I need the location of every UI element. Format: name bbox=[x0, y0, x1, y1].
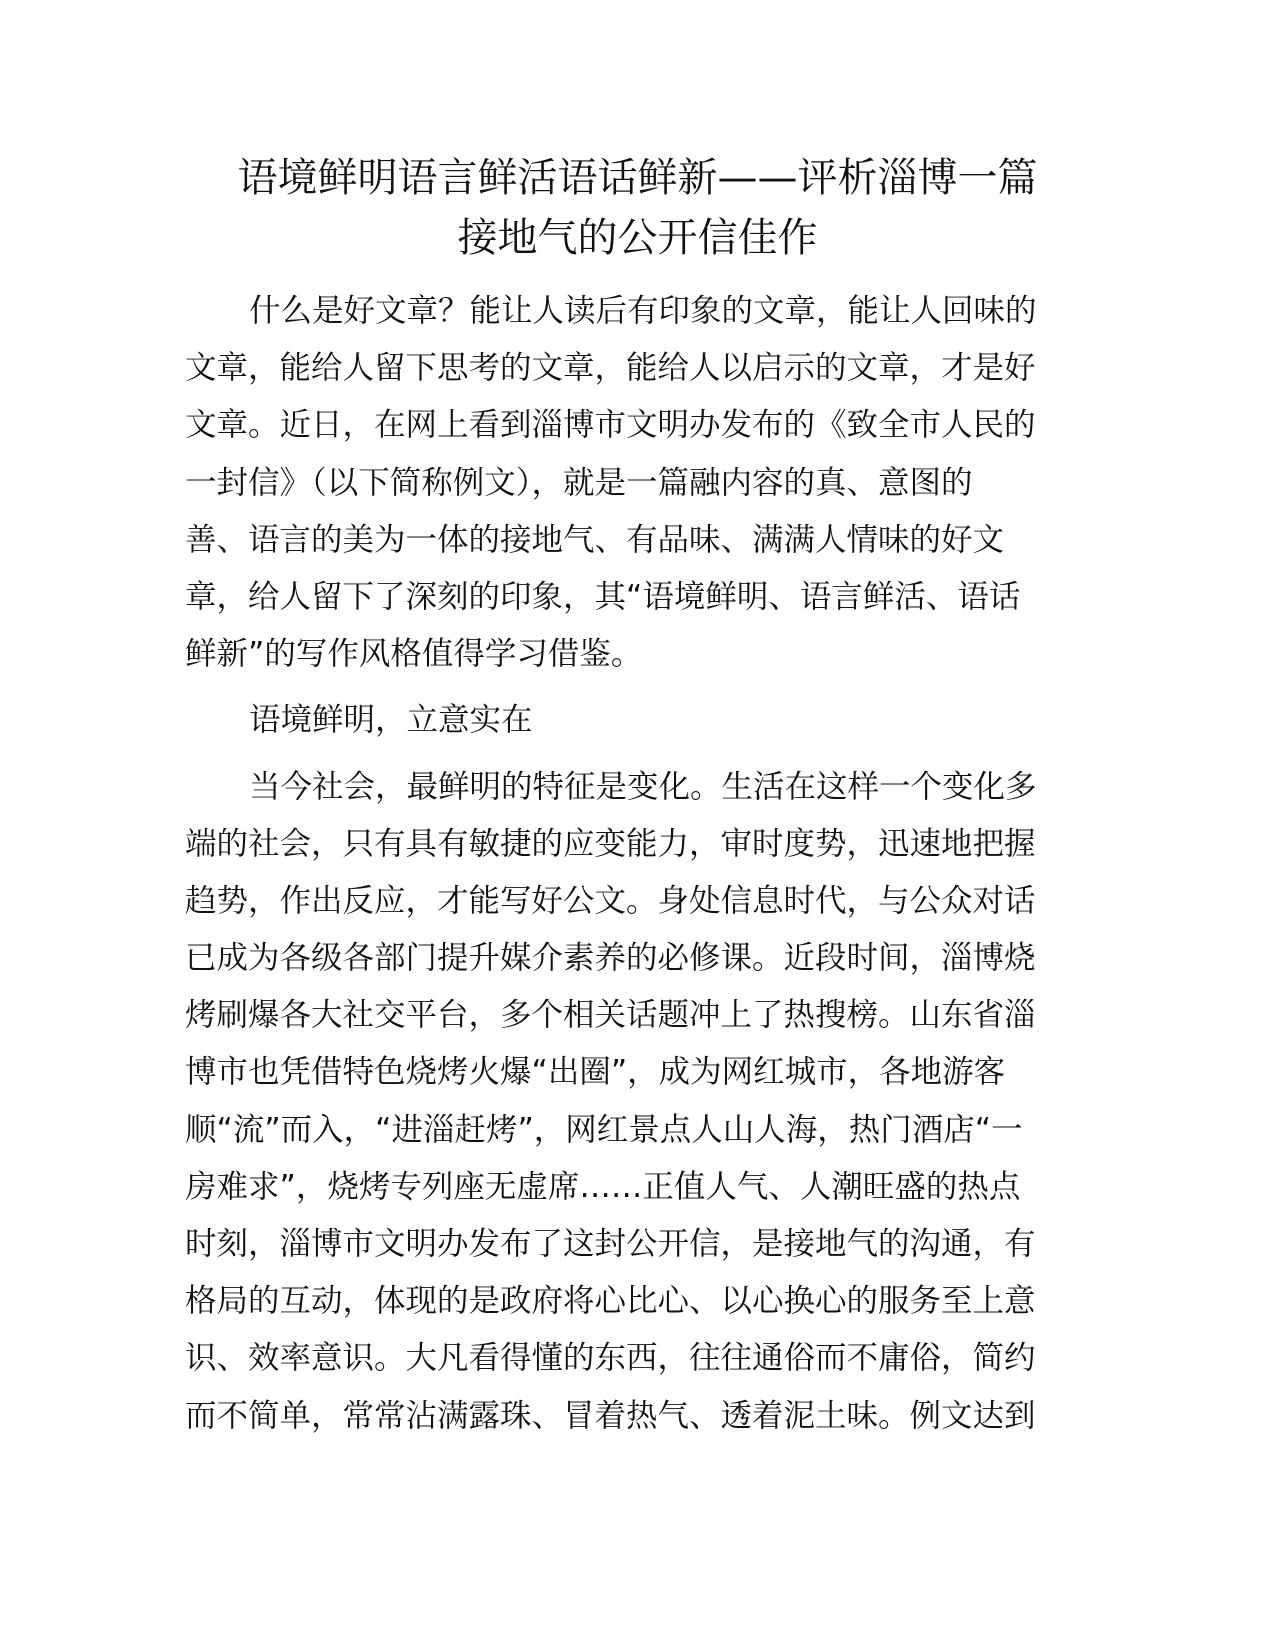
text-line: 烤刷爆各大社交平台，多个相关话题冲上了热搜榜。山东省淄 bbox=[185, 997, 1036, 1034]
paragraph-intro bbox=[185, 283, 1090, 683]
text-line: 文章。近日，在网上看到淄博市文明办发布的《致全市人民的 bbox=[185, 407, 1036, 444]
text-line: 什么是好文章？能让人读后有印象的文章，能让人回味的 bbox=[249, 293, 1037, 329]
title-line-1: 语境鲜明语言鲜活语话鲜新——评析淄博一篇 bbox=[237, 155, 1038, 201]
text-line: 时刻，淄博市文明办发布了这封公开信，是接地气的沟通，有 bbox=[185, 1226, 1036, 1262]
text-line: 当今社会，最鲜明的特征是变化。生活在这样一个变化多 bbox=[249, 768, 1037, 805]
paragraph-body bbox=[185, 759, 1090, 1445]
text-line: 格局的互动，体现的是政府将心比心、以心换心的服务至上意 bbox=[185, 1283, 1036, 1320]
text-line: 善、语言的美为一体的接地气、有品味、满满人情味的好文 bbox=[185, 521, 1005, 558]
text-line: 博市也凭借特色烧烤火爆“出圈”，成为网红城市，各地游客 bbox=[185, 1054, 1006, 1091]
text-line: 端的社会，只有具有敏捷的应变能力，审时度势，迅速地把握 bbox=[185, 825, 1036, 862]
text-line: 趋势，作出反应，才能写好公文。身处信息时代，与公众对话 bbox=[185, 882, 1036, 919]
title-line-2: 接地气的公开信佳作 bbox=[457, 215, 818, 261]
text-line: 房难求”，烧烤专列座无虚席……正值人气、人潮旺盛的热点 bbox=[185, 1168, 1021, 1205]
text-line: 文章，能给人留下思考的文章，能给人以启示的文章，才是好 bbox=[185, 350, 1036, 387]
text-line: 顺“流”而入，“进淄赶烤”，网红景点人山人海，热门酒店“一 bbox=[185, 1111, 1023, 1148]
text-line: 鲜新”的写作风格值得学习借鉴。 bbox=[185, 636, 643, 673]
text-line: 一封信》（以下简称例文），就是一篇融内容的真、意图的 bbox=[185, 464, 973, 501]
text-line: 已成为各级各部门提升媒介素养的必修课。近段时间，淄博烧 bbox=[185, 940, 1036, 977]
document-title bbox=[185, 148, 1090, 268]
text-line: 章，给人留下了深刻的印象，其“语境鲜明、语言鲜活、语话 bbox=[185, 578, 1021, 615]
section-heading-text: 语境鲜明，立意实在 bbox=[249, 702, 533, 739]
section-heading bbox=[185, 692, 1090, 749]
text-line: 而不简单，常常沾满露珠、冒着热气、透着泥土味。例文达到 bbox=[185, 1397, 1036, 1434]
document-body bbox=[185, 283, 1090, 1445]
text-line: 识、效率意识。大凡看得懂的东西，往往通俗而不庸俗，简约 bbox=[185, 1340, 1036, 1377]
